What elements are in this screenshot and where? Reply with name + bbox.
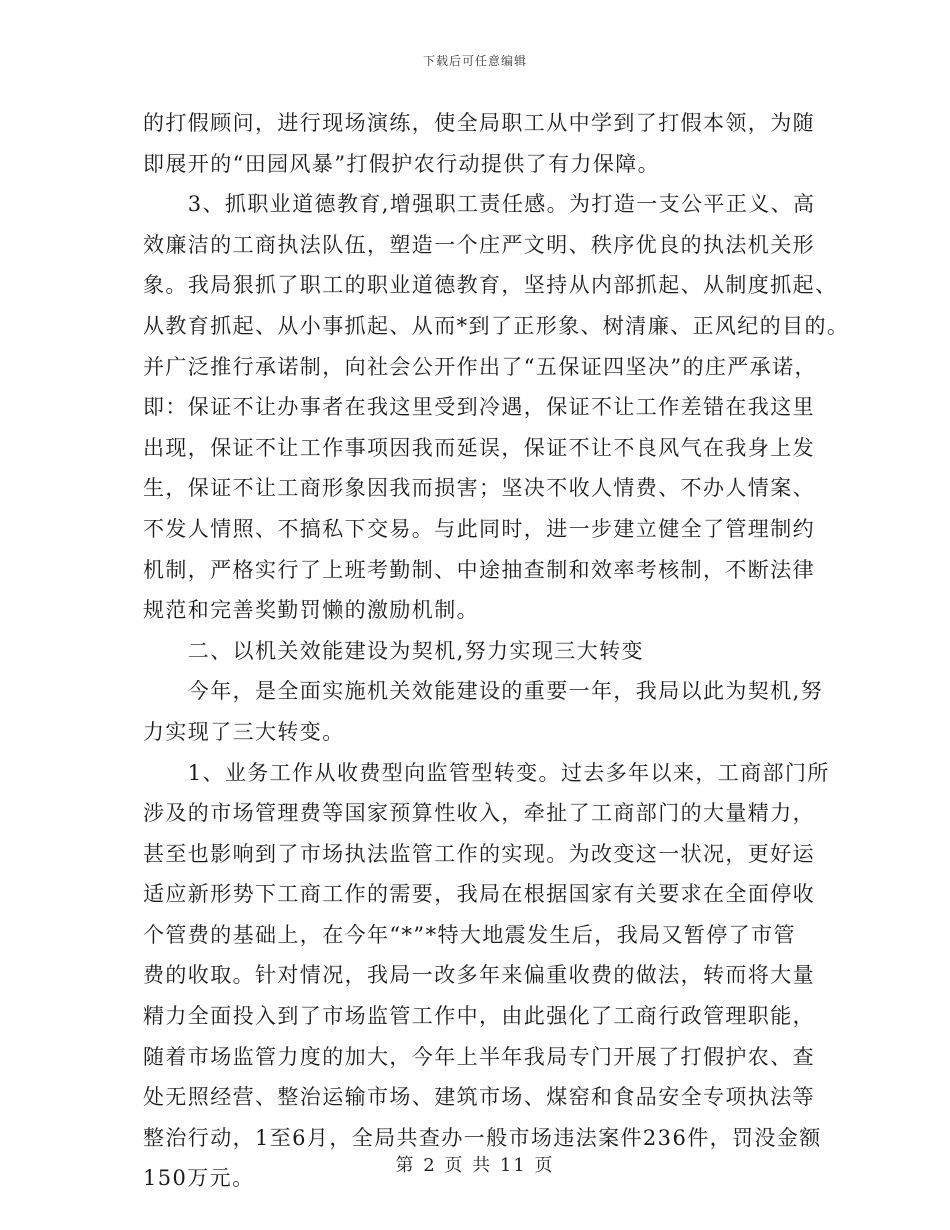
text-line: 涉及的市场管理费等国家预算性收入，牵扯了工商部门的大量精力， <box>143 801 815 826</box>
text-line: 150万元。 <box>143 1166 255 1191</box>
text-line: 即展开的“田园风暴”打假护农行动提供了有力保障。 <box>143 151 661 176</box>
text-line: 随着市场监管力度的加大，今年上半年我局专门开展了打假护农、查 <box>143 1044 815 1069</box>
text-line: 生，保证不让工商形象因我而损害；坚决不收人情费、不办人情案、 <box>143 476 815 501</box>
text-line: 今年，是全面实施机关效能建设的重要一年，我局以此为契机,努 <box>143 679 824 704</box>
text-line: 出现，保证不让工作事项因我而延误，保证不让不良风气在我身上发 <box>143 435 815 460</box>
text-line: 处无照经营、整治运输市场、建筑市场、煤窑和食品安全专项执法等 <box>143 1085 815 1110</box>
text-line: 甚至也影响到了市场执法监管工作的实现。为改变这一状况，更好运 <box>143 841 815 866</box>
text-line: 的打假顾问，进行现场演练，使全局职工从中学到了打假本领，为随 <box>143 111 815 135</box>
header-note: 下载后可任意编辑 <box>422 54 527 68</box>
text-line: 即：保证不让办事者在我这里受到冷遇，保证不让工作差错在我这里 <box>143 395 815 420</box>
text-line: 象。我局狠抓了职工的职业道德教育，坚持从内部抓起、从制度抓起、 <box>143 273 838 298</box>
text-line: 3、抓职业道德教育,增强职工责任感。为打造一支公平正义、高 <box>143 192 816 217</box>
text-line: 从教育抓起、从小事抓起、从而*到了正形象、树清廉、正风纪的目的。 <box>143 313 850 338</box>
text-line: 力实现了三大转变。 <box>143 719 345 744</box>
text-line: 规范和完善奖勤罚懒的激励机制。 <box>143 598 479 623</box>
document-body <box>143 103 850 1199</box>
text-line: 整治行动，1至6月，全局共查办一般市场违法案件236件，罚没金额 <box>143 1125 822 1150</box>
text-line: 机制，严格实行了上班考勤制、中途抽查制和效率考核制，不断法律 <box>143 557 815 582</box>
text-line: 适应新形势下工商工作的需要，我局在根据国家有关要求在全面停收 <box>143 882 815 907</box>
text-line: 1、业务工作从收费型向监管型转变。过去多年以来，工商部门所 <box>143 760 830 785</box>
text-line: 个管费的基础上，在今年“*”*特大地震发生后，我局又暂停了市管 <box>143 922 796 947</box>
text-line: 效廉洁的工商执法队伍，塑造一个庄严文明、秩序优良的执法机关形 <box>143 232 815 257</box>
page-number: 第 2 页 共 11 页 <box>395 1155 555 1176</box>
text-line: 并广泛推行承诺制，向社会公开作出了“五保证四坚决”的庄严承诺， <box>143 354 817 379</box>
text-line: 费的收取。针对情况，我局一改多年来偏重收费的做法，转而将大量 <box>143 963 815 988</box>
text-line: 精力全面投入到了市场监管工作中，由此强化了工商行政管理职能， <box>143 1004 815 1029</box>
text-line: 不发人情照、不搞私下交易。与此同时，进一步建立健全了管理制约 <box>143 516 815 541</box>
section-heading: 二、以机关效能建设为契机,努力实现三大转变 <box>143 638 644 663</box>
